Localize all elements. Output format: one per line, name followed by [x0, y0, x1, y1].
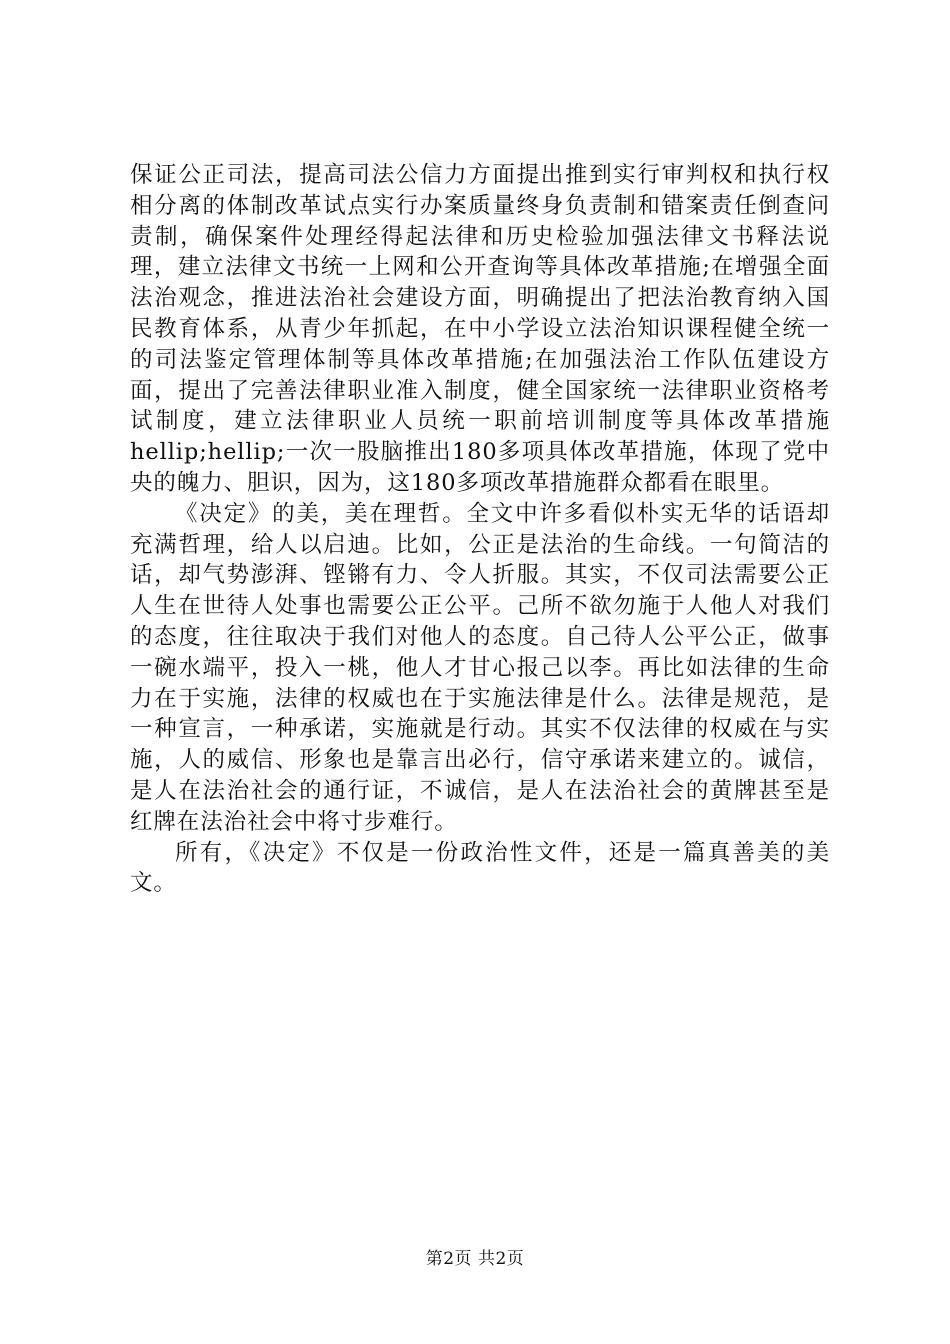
document-body — [130, 160, 830, 899]
paragraph-conclusion: 所有，《决定》不仅是一份政治性文件，还是一篇真善美的美文。 — [130, 839, 830, 897]
paragraph-continuation: 保证公正司法，提高司法公信力方面提出推到实行审判权和执行权相分离的体制改革试点实行办案质量终身负责制和错案责任倒查问责制，确保案件处理经得起法律和历史检验加强法律文书释法说理，建立法律文书统一上网和公开查询等具体改革措施;在增强全面法治观念，推进法治社会建设方面，明确提出了把法治教育纳入国民教育体系，从青少年抓起，在中小学设立法治知识课程健全统一的司法鉴定管理体制等具体改革措施;在加强法治工作队伍建设方面，提出了完善法律职业准入制度，健全国家统一法律职业资格考试制度，建立法律职业人员统一职前培训制度等具体改革措施hellip;hellip;一次一股脑推出180多项具体改革措施，体现了党中央的魄力、胆识，因为，这180多项改革措施群众都看在眼里。 — [130, 162, 830, 496]
paragraph-beauty-philosophy: 《决定》的美，美在理哲。全文中许多看似朴实无华的话语却充满哲理，给人以启迪。比如，公正是法治的生命线。一句简洁的话，却气势澎湃、铿锵有力、令人折服。其实，不仅司法需要公正人生在世待人处事也需要公正公平。己所不欲勿施于人他人对我们的态度，往往取决于我们对他人的态度。自己待人公平公正，做事一碗水端平，投入一桃，他人才甘心报己以李。再比如法律的生命力在于实施，法律的权威也在于实施法律是什么。法律是规范，是一种宣言，一种承诺，实施就是行动。其实不仅法律的权威在与实施，人的威信、形象也是靠言出必行，信守承诺来建立的。诚信，是人在法治社会的通行证，不诚信，是人在法治社会的黄牌甚至是红牌在法治社会中将寸步难行。 — [130, 500, 830, 835]
page-number-footer: 第2页 共2页 — [425, 1249, 525, 1269]
